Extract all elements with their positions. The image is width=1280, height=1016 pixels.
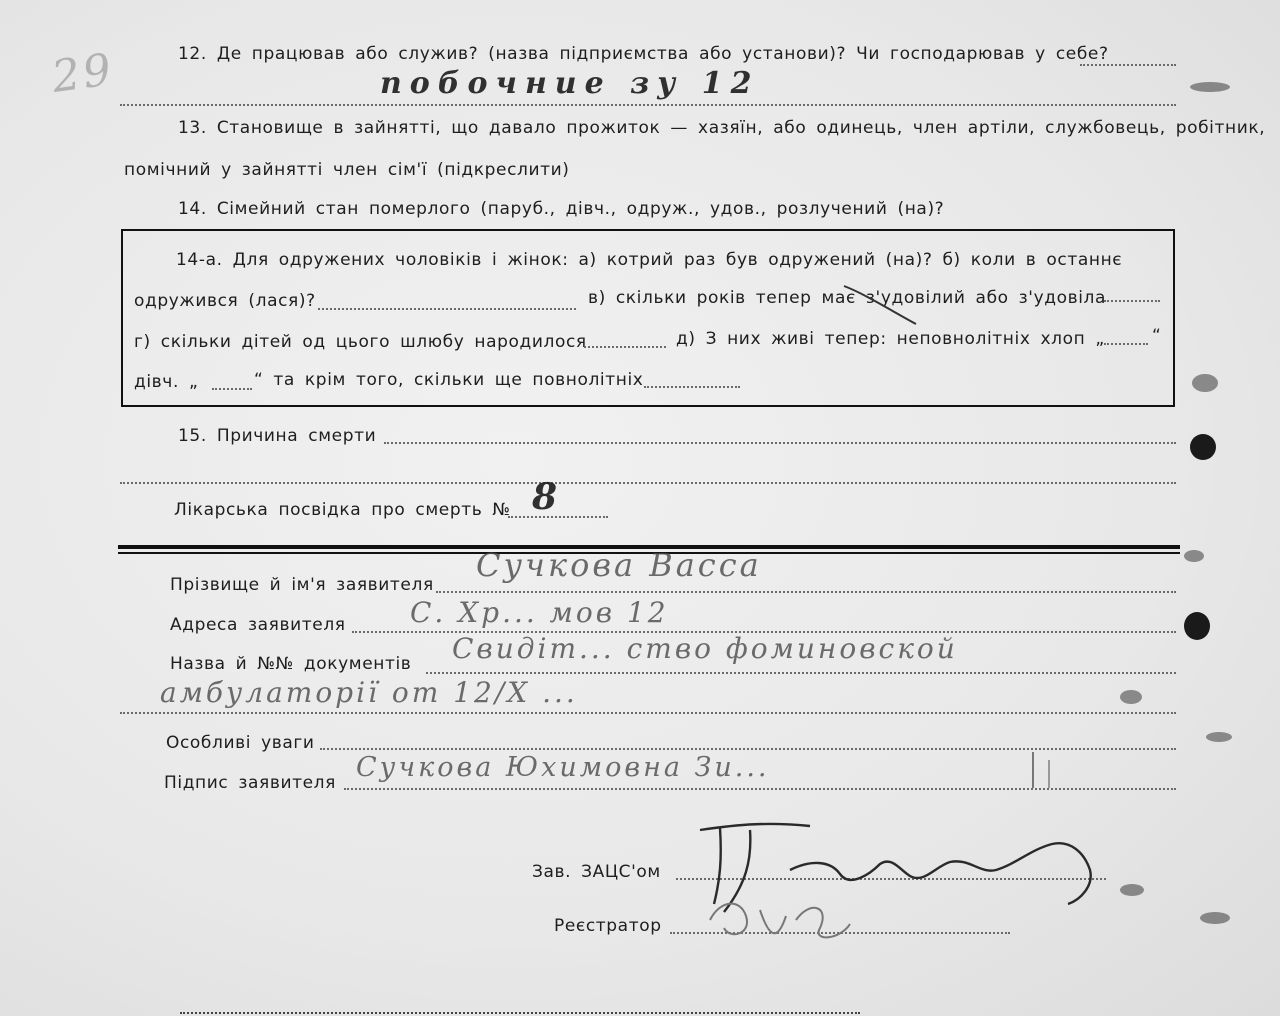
certificate-label: Лікарська посвідка про смерть №	[174, 500, 511, 520]
notes-dots	[320, 748, 1176, 750]
q15-label: 15. Причина смерти	[178, 426, 377, 446]
q14a-line2b: в) скільки років тепер має з'удовілий або з'удовіла	[588, 288, 1107, 308]
margin-number: 29	[48, 43, 118, 104]
documents-dots1	[426, 672, 1176, 674]
q14a-line3a: г) скільки дітей од цього шлюбу народилося	[134, 332, 587, 352]
edge-tear-4	[1120, 690, 1142, 704]
q12-answer: побочние зу 12	[380, 66, 760, 101]
edge-tear-5	[1206, 732, 1232, 742]
q12-label: 12. Де працював або служив? (назва підприємства або установи)? Чи господарював у себе?	[178, 44, 1109, 64]
binding-hole-1	[1190, 434, 1216, 460]
documents-value-line1: Свидіт... ство фоминовской	[452, 632, 958, 665]
bottom-edge-dots	[180, 1012, 860, 1014]
q14a-line4-dots1	[212, 388, 252, 390]
q14a-line2-dots1	[318, 308, 576, 310]
pencil-tick-1	[1032, 752, 1034, 788]
q14a-line2-dots2	[1104, 300, 1160, 302]
q14a-line2a: одружився (лася)?	[134, 291, 316, 311]
applicant-name-dots	[436, 591, 1176, 593]
applicant-name-label: Прізвище й ім'я заявителя	[170, 575, 434, 595]
signature-label: Підпис заявителя	[164, 773, 336, 793]
applicant-address-label: Адреса заявителя	[170, 615, 346, 635]
q14a-line4b: “ та крім того, скільки ще повнолітніх	[254, 370, 644, 390]
applicant-name-value: Сучкова Васса	[476, 546, 762, 584]
pencil-strike-mark	[840, 280, 920, 330]
q14a-line3c: “	[1152, 326, 1162, 346]
q14a-line4-dots2	[644, 386, 740, 388]
edge-tear-2	[1192, 374, 1218, 392]
q14a-line3b: д) З них живі тепер: неповнолітніх хлоп „	[676, 329, 1105, 349]
applicant-signature-value: Сучкова Юхимовна Зи...	[356, 752, 770, 783]
q13-line2: помічний у зайнятті член сім'ї (підкреслити)	[124, 160, 570, 180]
q15-dots1	[384, 442, 1176, 444]
q13-line1: 13. Становище в зайнятті, що давало прожиток — хазяїн, або одинець, член артіли, службовець, робітник,	[178, 118, 1266, 138]
q12-dotted-line	[1080, 64, 1176, 66]
registrar-label: Реєстратор	[554, 916, 662, 936]
pencil-tick-2	[1048, 760, 1050, 788]
q15-dots2	[120, 482, 1176, 484]
documents-dots2	[120, 712, 1176, 714]
edge-tear-3	[1184, 550, 1204, 562]
edge-tear-1	[1190, 82, 1230, 92]
q12-answer-line	[120, 104, 1176, 106]
head-of-registry-label: Зав. ЗАЦС'ом	[532, 862, 661, 882]
binding-hole-2	[1184, 612, 1210, 640]
q14a-line4a: дівч. „	[134, 372, 199, 392]
q14a-line3-dots1	[584, 346, 666, 348]
applicant-address-value: С. Хр... мов 12	[410, 596, 669, 629]
q14a-line1: 14-а. Для одружених чоловіків і жінок: а) котрий раз був одружений (на)? б) коли в останнє	[176, 250, 1123, 270]
edge-tear-6	[1120, 884, 1144, 896]
registrar-signature	[700, 880, 880, 950]
certificate-number: 8	[532, 476, 561, 518]
signature-dots	[344, 788, 1176, 790]
q14-label: 14. Сімейний стан померлого (паруб., дівч., одруж., удов., розлучений (на)?	[178, 199, 945, 219]
notes-label: Особливі уваги	[166, 733, 315, 753]
documents-value-line2: амбулаторії от 12/X ...	[160, 676, 578, 709]
documents-label: Назва й №№ документів	[170, 654, 412, 674]
edge-tear-7	[1200, 912, 1230, 924]
q14a-line3-dots2	[1104, 343, 1148, 345]
